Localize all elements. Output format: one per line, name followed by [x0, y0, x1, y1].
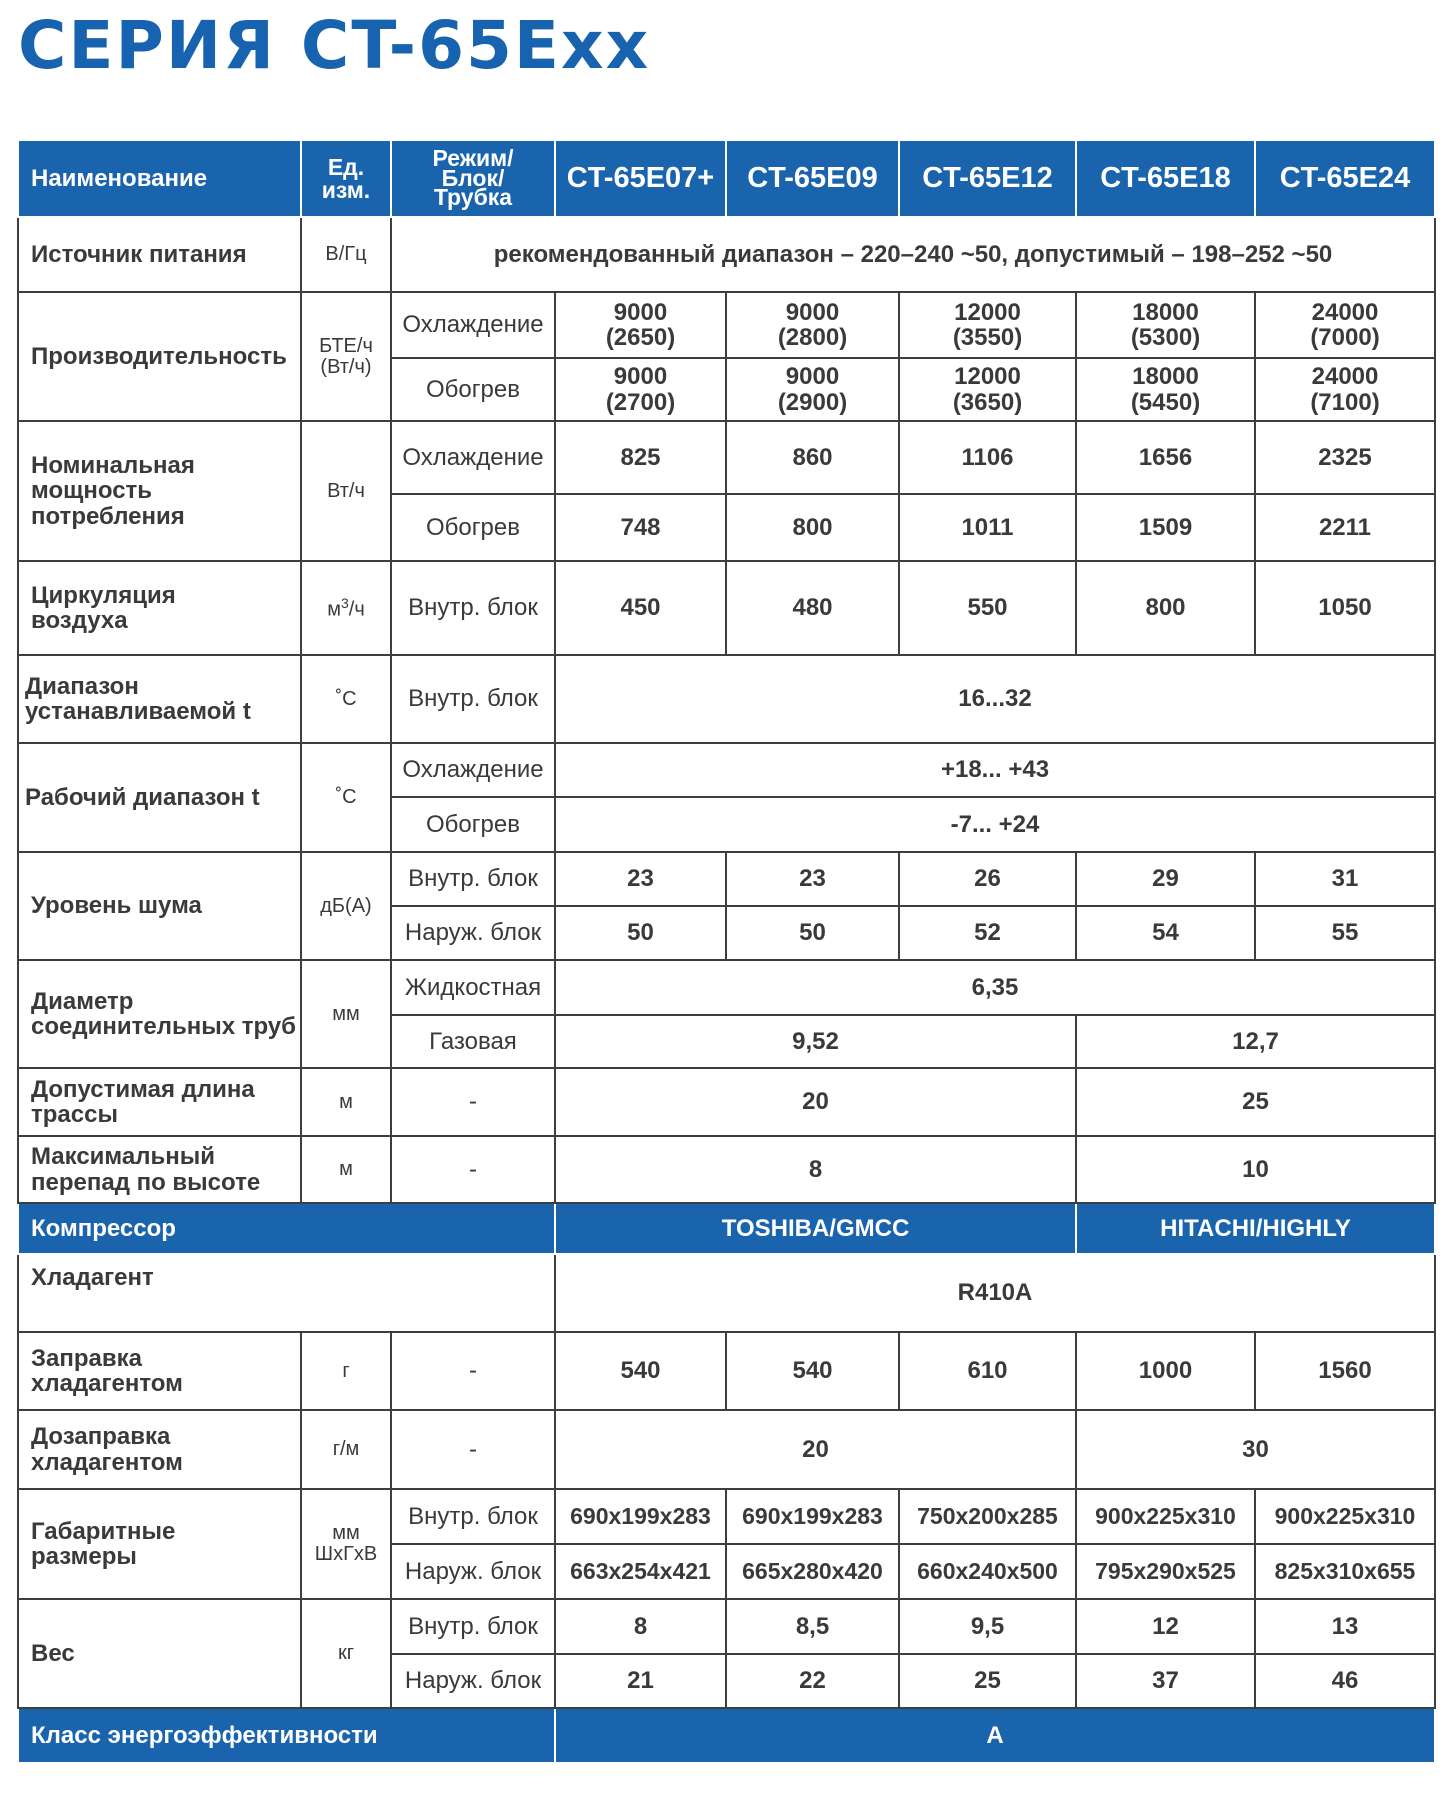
row-unit: ˚С — [301, 655, 391, 743]
mode-label: Обогрев — [391, 797, 555, 852]
value-cell: 9000 (2800) — [726, 292, 899, 358]
value-cell: 748 — [555, 494, 726, 561]
value-cell: 54 — [1076, 906, 1255, 960]
row-unit: мм — [301, 960, 391, 1068]
row-label: Производительность — [18, 292, 301, 421]
row-label: Допустимая длина трассы — [18, 1068, 301, 1136]
header-row — [18, 140, 1435, 217]
value-cell: 900x225x310 — [1255, 1489, 1435, 1544]
table-row — [18, 1410, 1435, 1489]
row-unit: БТЕ/ч (Вт/ч) — [301, 292, 391, 421]
value-cell: 50 — [726, 906, 899, 960]
value-cell: 663x254x421 — [555, 1544, 726, 1599]
row-label: Источник питания — [18, 217, 301, 292]
mode-label: Обогрев — [391, 494, 555, 561]
row-unit: м — [301, 1068, 391, 1136]
table-row — [18, 1332, 1435, 1410]
row-unit: мм ШхГхВ — [301, 1489, 391, 1599]
value-cell: 8 — [555, 1136, 1076, 1203]
row-unit: г/м — [301, 1410, 391, 1489]
row-unit: г — [301, 1332, 391, 1410]
table-row — [18, 217, 1435, 292]
mode-label: Наруж. блок — [391, 906, 555, 960]
value-cell: 9000 (2900) — [726, 358, 899, 421]
value-cell: 12000 (3650) — [899, 358, 1076, 421]
table-row — [18, 743, 1435, 797]
row-label: Рабочий диапазон t — [18, 743, 301, 852]
value-cell: 1509 — [1076, 494, 1255, 561]
value-cell: 12000 (3550) — [899, 292, 1076, 358]
row-label: Диаметр соединительных труб — [18, 960, 301, 1068]
energy-class-row — [18, 1708, 1435, 1763]
header-model: CT-65E12 — [899, 140, 1076, 217]
table-row — [18, 1489, 1435, 1544]
mode-label: Внутр. блок — [391, 1489, 555, 1544]
table-row — [18, 421, 1435, 494]
header-mode: Режим/ Блок/ Трубка — [391, 140, 555, 217]
value-cell: 29 — [1076, 852, 1255, 906]
page-title: СЕРИЯ CT-65Exx — [18, 7, 651, 84]
mode-label: Жидкостная — [391, 960, 555, 1015]
value-cell: 860 — [726, 421, 899, 494]
pipe-liquid-value: 6,35 — [555, 960, 1435, 1015]
header-model: CT-65E18 — [1076, 140, 1255, 217]
value-cell: 23 — [726, 852, 899, 906]
mode-label: Внутр. блок — [391, 655, 555, 743]
row-unit: м — [301, 1136, 391, 1203]
value-cell: 1656 — [1076, 421, 1255, 494]
mode-label: Внутр. блок — [391, 1599, 555, 1654]
table-row — [18, 1136, 1435, 1203]
mode-label: - — [391, 1068, 555, 1136]
value-cell: 1106 — [899, 421, 1076, 494]
value-cell: 1050 — [1255, 561, 1435, 655]
pipe-gas-value: 9,52 — [555, 1015, 1076, 1068]
value-cell: 2325 — [1255, 421, 1435, 494]
value-cell: 1011 — [899, 494, 1076, 561]
value-cell: 22 — [726, 1654, 899, 1708]
table-row — [18, 852, 1435, 906]
table-row — [18, 960, 1435, 1015]
mode-label: Наруж. блок — [391, 1654, 555, 1708]
value-cell: TOSHIBA/GMCC — [555, 1203, 1076, 1254]
value-cell: 10 — [1076, 1136, 1435, 1203]
value-cell: 795x290x525 — [1076, 1544, 1255, 1599]
specs-table — [17, 139, 1436, 1764]
mode-label: Наруж. блок — [391, 1544, 555, 1599]
row-label: Хладагент — [18, 1254, 555, 1332]
mode-label: - — [391, 1332, 555, 1410]
value-cell: 20 — [555, 1410, 1076, 1489]
set-range-value: 16...32 — [555, 655, 1435, 743]
value-cell: 690x199x283 — [726, 1489, 899, 1544]
row-label: Номинальная мощность потребления — [18, 421, 301, 561]
mode-label: - — [391, 1410, 555, 1489]
value-cell: 9000 (2700) — [555, 358, 726, 421]
mode-label: Обогрев — [391, 358, 555, 421]
header-model: CT-65E24 — [1255, 140, 1435, 217]
mode-label: Охлаждение — [391, 292, 555, 358]
header-unit: Ед. изм. — [301, 140, 391, 217]
value-cell: 20 — [555, 1068, 1076, 1136]
value-cell: 25 — [1076, 1068, 1435, 1136]
row-label: Габаритные размеры — [18, 1489, 301, 1599]
refrigerant-value: R410A — [555, 1254, 1435, 1332]
row-unit: кг — [301, 1599, 391, 1708]
value-cell: 550 — [899, 561, 1076, 655]
table-row — [18, 292, 1435, 358]
row-label: Дозаправка хладагентом — [18, 1410, 301, 1489]
value-cell: 46 — [1255, 1654, 1435, 1708]
table-row — [18, 1068, 1435, 1136]
mode-label: Внутр. блок — [391, 561, 555, 655]
value-cell: 800 — [1076, 561, 1255, 655]
value-cell: 1000 — [1076, 1332, 1255, 1410]
value-cell: 800 — [726, 494, 899, 561]
value-cell: 1560 — [1255, 1332, 1435, 1410]
value-cell: 610 — [899, 1332, 1076, 1410]
value-cell: 50 — [555, 906, 726, 960]
mode-label: Охлаждение — [391, 743, 555, 797]
row-label: Заправка хладагентом — [18, 1332, 301, 1410]
header-model: CT-65E07+ — [555, 140, 726, 217]
work-range-heating-value: -7... +24 — [555, 797, 1435, 852]
row-label: Диапазон устанавливаемой t — [18, 655, 301, 743]
value-cell: 900x225x310 — [1076, 1489, 1255, 1544]
value-cell: 25 — [899, 1654, 1076, 1708]
value-cell: 480 — [726, 561, 899, 655]
compressor-row — [18, 1203, 1435, 1254]
value-cell: 450 — [555, 561, 726, 655]
row-label: Уровень шума — [18, 852, 301, 960]
value-cell: 660x240x500 — [899, 1544, 1076, 1599]
value-cell: 23 — [555, 852, 726, 906]
value-cell: 9,5 — [899, 1599, 1076, 1654]
table-row — [18, 561, 1435, 655]
header-name: Наименование — [18, 140, 301, 217]
mode-label: Охлаждение — [391, 421, 555, 494]
value-cell: 24000 (7100) — [1255, 358, 1435, 421]
row-unit: В/Гц — [301, 217, 391, 292]
value-cell: 55 — [1255, 906, 1435, 960]
value-cell: 825x310x655 — [1255, 1544, 1435, 1599]
value-cell: 8 — [555, 1599, 726, 1654]
row-label: Класс энергоэффективности — [18, 1708, 555, 1763]
row-unit: $м^3/ч$ — [301, 561, 391, 655]
value-cell: 750x200x285 — [899, 1489, 1076, 1544]
header-model: CT-65E09 — [726, 140, 899, 217]
value-cell: 665x280x420 — [726, 1544, 899, 1599]
value-cell: 30 — [1076, 1410, 1435, 1489]
value-cell: 26 — [899, 852, 1076, 906]
value-cell: 13 — [1255, 1599, 1435, 1654]
power-supply-value: рекомендованный диапазон – 220–240 ~50, допустимый – 198–252 ~50 — [391, 217, 1435, 292]
mode-label: Газовая — [391, 1015, 555, 1068]
value-cell: 540 — [726, 1332, 899, 1410]
value-cell: 12 — [1076, 1599, 1255, 1654]
energy-class-value: A — [555, 1708, 1435, 1763]
row-label: Вес — [18, 1599, 301, 1708]
value-cell: 690x199x283 — [555, 1489, 726, 1544]
row-unit: дБ(А) — [301, 852, 391, 960]
value-cell: HITACHI/HIGHLY — [1076, 1203, 1435, 1254]
row-label: Компрессор — [18, 1203, 555, 1254]
row-label: Циркуляция воздуха — [18, 561, 301, 655]
row-unit: Вт/ч — [301, 421, 391, 561]
table-row — [18, 655, 1435, 743]
table-row — [18, 1254, 1435, 1332]
pipe-gas-value: 12,7 — [1076, 1015, 1435, 1068]
value-cell: 31 — [1255, 852, 1435, 906]
table-row — [18, 1599, 1435, 1654]
value-cell: 37 — [1076, 1654, 1255, 1708]
value-cell: 9000 (2650) — [555, 292, 726, 358]
mode-label: Внутр. блок — [391, 852, 555, 906]
value-cell: 825 — [555, 421, 726, 494]
row-label: Максимальный перепад по высоте — [18, 1136, 301, 1203]
work-range-cooling-value: +18... +43 — [555, 743, 1435, 797]
value-cell: 24000 (7000) — [1255, 292, 1435, 358]
row-unit: ˚С — [301, 743, 391, 852]
value-cell: 2211 — [1255, 494, 1435, 561]
value-cell: 18000 (5300) — [1076, 292, 1255, 358]
mode-label: - — [391, 1136, 555, 1203]
value-cell: 18000 (5450) — [1076, 358, 1255, 421]
value-cell: 21 — [555, 1654, 726, 1708]
value-cell: 52 — [899, 906, 1076, 960]
value-cell: 540 — [555, 1332, 726, 1410]
value-cell: 8,5 — [726, 1599, 899, 1654]
